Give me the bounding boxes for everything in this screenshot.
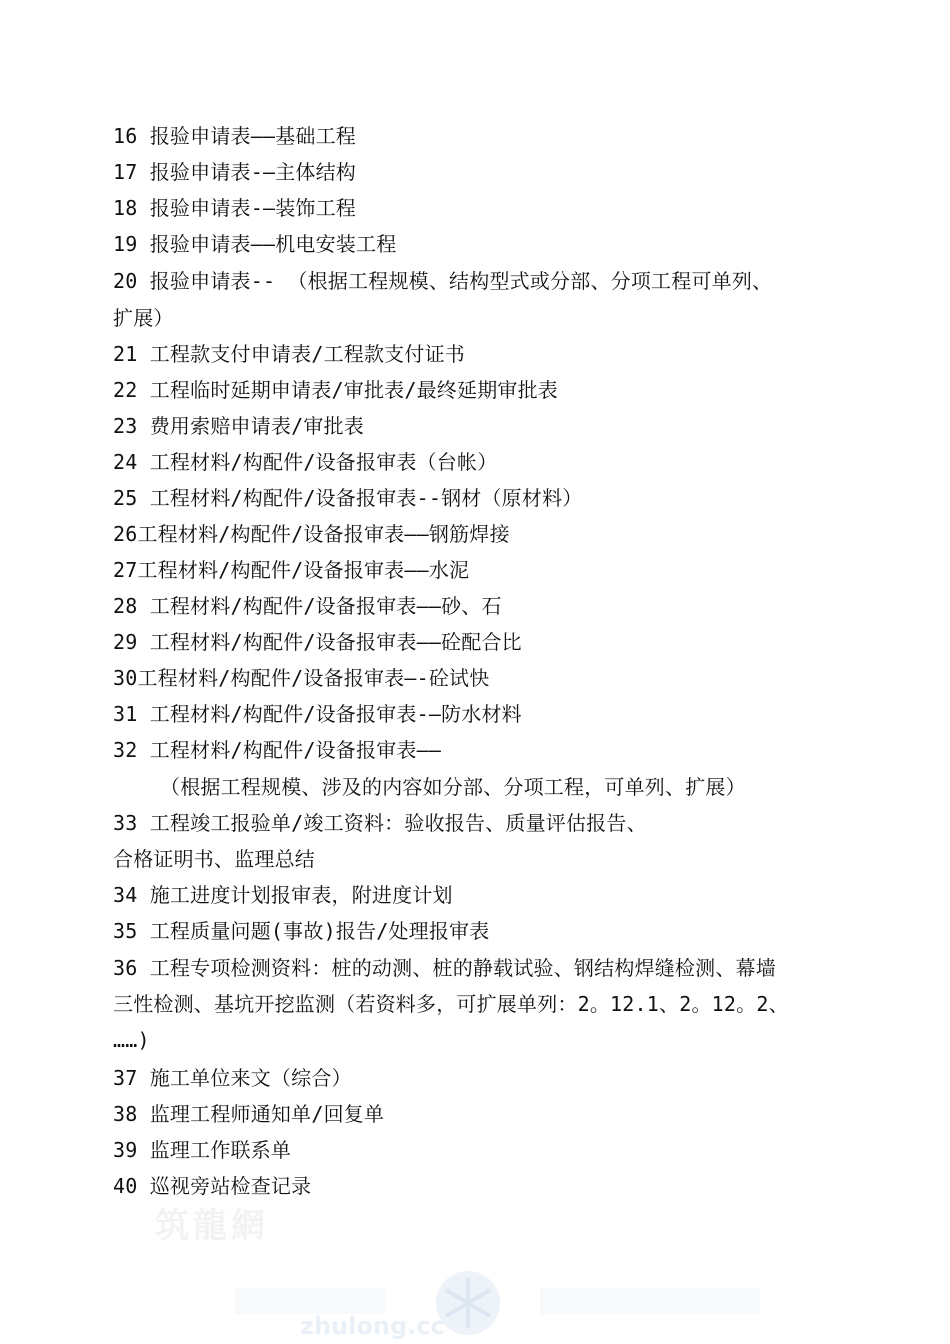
list-item: 37 施工单位来文（综合） — [113, 1066, 352, 1090]
watermark-url: zhulong.cc — [300, 1312, 445, 1340]
list-item-continuation: （根据工程规模、涉及的内容如分部、分项工程，可单列、扩展） — [160, 775, 746, 799]
list-item: 29 工程材料/构配件/设备报审表——砼配合比 — [113, 630, 522, 654]
list-item: 34 施工进度计划报审表，附进度计划 — [113, 883, 453, 907]
list-item-continuation: ……) — [113, 1028, 150, 1052]
watermark-band — [235, 1288, 385, 1314]
watermark-band — [540, 1288, 760, 1314]
list-item: 33 工程竣工报验单/竣工资料：验收报告、质量评估报告、 — [113, 811, 647, 835]
list-item: 31 工程材料/构配件/设备报审表-—防水材料 — [113, 702, 522, 726]
list-item: 18 报验申请表-—装饰工程 — [113, 196, 357, 220]
list-item: 17 报验申请表-—主体结构 — [113, 160, 357, 184]
list-item-continuation: 三性检测、基坑开挖监测（若资料多，可扩展单列：2。12.1、2。12。2、 — [113, 992, 789, 1016]
list-item: 36 工程专项检测资料：桩的动测、桩的静载试验、钢结构焊缝检测、幕墙 — [113, 956, 776, 980]
list-item: 21 工程款支付申请表/工程款支付证书 — [113, 342, 465, 366]
list-item: 20 报验申请表-- （根据工程规模、结构型式或分部、分项工程可单列、 — [113, 269, 773, 293]
list-item-continuation: 扩展） — [113, 306, 174, 330]
list-item: 24 工程材料/构配件/设备报审表（台帐） — [113, 450, 498, 474]
list-item: 28 工程材料/构配件/设备报审表——砂、石 — [113, 594, 502, 618]
list-item: 25 工程材料/构配件/设备报审表--钢材（原材料） — [113, 486, 583, 510]
list-item: 40 巡视旁站检查记录 — [113, 1174, 312, 1198]
list-item: 26工程材料/构配件/设备报审表——钢筋焊接 — [113, 522, 510, 546]
list-item: 22 工程临时延期申请表/审批表/最终延期审批表 — [113, 378, 559, 402]
list-item: 16 报验申请表——基础工程 — [113, 124, 357, 148]
list-item: 38 监理工程师通知单/回复单 — [113, 1102, 385, 1126]
list-item: 30工程材料/构配件/设备报审表—-砼试快 — [113, 666, 490, 690]
list-item: 35 工程质量问题(事故)报告/处理报审表 — [113, 919, 490, 943]
list-item: 39 监理工作联系单 — [113, 1138, 292, 1162]
list-item-continuation: 合格证明书、监理总结 — [113, 847, 315, 871]
list-item: 27工程材料/构配件/设备报审表——水泥 — [113, 558, 470, 582]
list-item: 32 工程材料/构配件/设备报审表—— — [113, 738, 442, 762]
list-item: 19 报验申请表——机电安装工程 — [113, 232, 397, 256]
watermark-text: 筑龍網 — [155, 1206, 269, 1246]
list-item: 23 费用索赔申请表/审批表 — [113, 414, 364, 438]
